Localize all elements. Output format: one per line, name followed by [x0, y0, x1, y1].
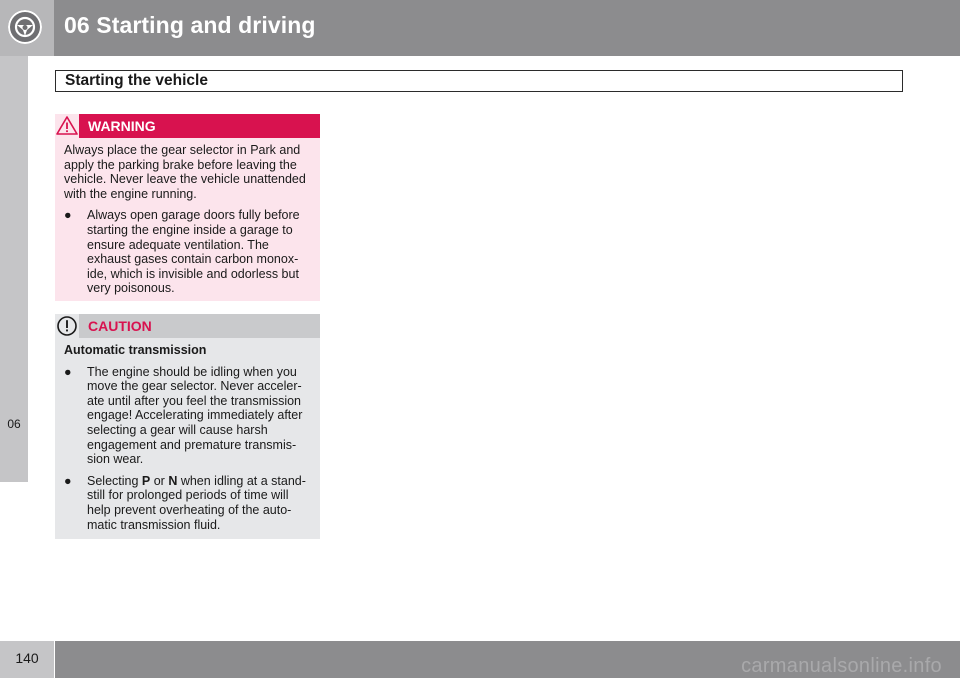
text-run: Selecting	[87, 473, 142, 488]
bullet-dot: ●	[64, 208, 72, 223]
page-number: 140	[15, 650, 39, 666]
warning-bullet-text: Always open garage doors fully before starting the engine inside a garage to ensure adequate ventilation. The exhaust gases contain carbon monox-ide, which is invisible and odorless but very poisonous.	[87, 208, 300, 296]
header-logo-tab	[0, 0, 54, 56]
caution-label: CAUTION	[88, 318, 152, 334]
chapter-title: 06 Starting and driving	[64, 12, 316, 38]
bullet-dot: ●	[64, 473, 72, 488]
warning-box	[55, 114, 320, 301]
steering-wheel-icon	[8, 10, 42, 44]
watermark: carmanualsonline.info	[741, 655, 942, 677]
caution-bullet-text: The engine should be idling when you move the gear selector. Never acceler-ate until after you feel the transmission engage! Accelerating immediately after selecting a gear will cause harsh engagement and premature transmis-sion wear.	[87, 364, 303, 467]
bullet-dot: ●	[64, 364, 72, 379]
section-title-box	[55, 70, 903, 92]
caution-bullet	[64, 474, 314, 532]
warning-intro: Always place the gear selector in Park and apply the parking brake before leaving the vehicle. Never leave the vehicle unattended with the engine running.	[64, 143, 306, 201]
caution-header	[55, 314, 320, 338]
text-run: or	[150, 473, 169, 488]
warning-triangle-icon	[55, 114, 79, 138]
gear-p-label: P	[141, 473, 151, 488]
text-run: when idling at a stand-still for prolonged periods of time will help prevent overheating of the auto-matic transmission fluid.	[87, 473, 306, 532]
warning-header	[55, 114, 320, 138]
gear-n-label: N	[168, 473, 178, 488]
chapter-side-tab-label: 06	[7, 417, 21, 431]
warning-label: WARNING	[88, 118, 156, 134]
caution-body	[64, 343, 314, 532]
caution-box	[55, 314, 320, 539]
exclamation-circle-icon	[55, 314, 79, 338]
caution-subheading: Automatic transmission	[64, 343, 207, 357]
section-title: Starting the vehicle	[65, 72, 208, 89]
caution-bullet-text	[87, 474, 306, 532]
warning-bullet	[64, 208, 314, 296]
caution-bullet	[64, 365, 314, 467]
warning-body	[64, 143, 314, 296]
